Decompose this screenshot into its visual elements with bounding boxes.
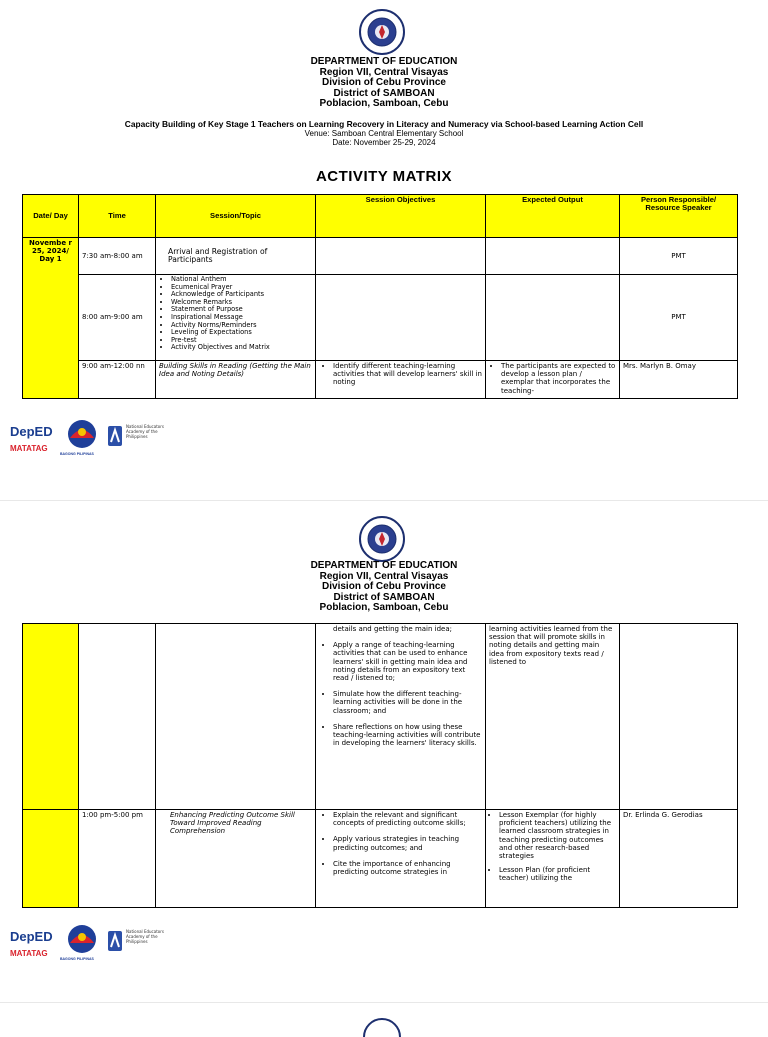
person-cell: PMT [620, 238, 738, 275]
list-item: • Statement of Purpose [171, 306, 312, 314]
opening-program-list [159, 276, 312, 352]
person-cell: Mrs. Marlyn B. Omay [620, 361, 738, 399]
list-item: • The participants are expected to develop a lesson plan / exemplar that incorporates the teaching- [501, 362, 616, 395]
table-row [23, 624, 738, 810]
bagong-pilipinas-text: BAGONG PILIPINAS [60, 452, 94, 456]
person-cell: PMT [620, 275, 738, 361]
deped-logo: DepED [10, 424, 53, 439]
neap-logo-icon [106, 929, 124, 953]
neap-logo-icon [106, 424, 124, 448]
header-line-5: Poblacion, Samboan, Cebu [319, 98, 449, 109]
output-cell: learning activities learned from the session that will promote skills in noting details and getting main idea from expository texts read / listened to [486, 624, 620, 810]
header-line-1: DEPARTMENT OF EDUCATION [310, 56, 458, 67]
time-cell: 9:00 am-12:00 nn [79, 361, 156, 399]
page-1 [0, 0, 768, 490]
bagong-pilipinas-icon [62, 923, 102, 957]
deped-seal-icon [358, 8, 406, 56]
col-objectives: Session Objectives [316, 195, 486, 238]
col-time: Time [79, 195, 156, 238]
list-item: • Activity Norms/Reminders [171, 322, 312, 330]
page-title: ACTIVITY MATRIX [315, 168, 453, 185]
time-cell: 8:00 am-9:00 am [79, 275, 156, 361]
header-line-3: Division of Cebu Province [322, 77, 446, 88]
col-date: Date/ Day [23, 195, 79, 238]
col-person: Person Responsible/ Resource Speaker [620, 195, 738, 238]
list-item: • Explain the relevant and significant concepts of predicting outcome skills; [333, 811, 482, 827]
footer-logos [8, 418, 168, 458]
header-line-4: District of SAMBOAN [333, 591, 435, 603]
topic-cell: Arrival and Registration of Participants [156, 238, 316, 275]
list-item: • Lesson Plan (for proficient teacher) utilizing the [499, 866, 616, 882]
header-line-2: Region VII, Central Visayas [319, 66, 449, 78]
event-date: Date: November 25-29, 2024 [332, 138, 436, 147]
event-venue: Venue: Samboan Central Elementary School [304, 129, 464, 138]
time-cell: 1:00 pm-5:00 pm [79, 810, 156, 908]
date-cell [23, 624, 79, 810]
activity-matrix-table [22, 194, 738, 399]
objective-cell [316, 361, 486, 399]
date-cell [23, 810, 79, 908]
event-title: Capacity Building of Key Stage 1 Teachers on Learning Recovery in Literacy and Numeracy via School-based Learning Action Cell [124, 119, 644, 129]
office-header [0, 561, 768, 614]
list-item: • Share reflections on how using these teaching-learning activities will contribute in developing the learners' literacy skills. [333, 723, 482, 748]
topic-cell [156, 624, 316, 810]
topic-cell: Building Skills in Reading (Getting the Main Idea and Noting Details) [156, 361, 316, 399]
objective-cell [316, 624, 486, 810]
list-item: • Leveling of Expectations [171, 329, 312, 337]
bagong-pilipinas-icon [62, 418, 102, 452]
header-line-5: Poblacion, Samboan, Cebu [319, 602, 449, 613]
footer-logos [8, 923, 168, 963]
table-row [23, 238, 738, 275]
table-header-row [23, 195, 738, 238]
list-item: • Apply a range of teaching-learning activities that can be used to enhance learners' skill in getting main idea and noting details from an expository text read / listened to; [333, 641, 482, 682]
deped-logo: DepED [10, 929, 53, 944]
list-item: • Pre-test [171, 337, 312, 345]
list-item: • Apply various strategies in teaching predicting outcomes; and [333, 835, 482, 851]
neap-text: National Educators Academy of the Philippines [126, 424, 164, 439]
header-line-2: Region VII, Central Visayas [319, 570, 449, 582]
objective-cell [316, 810, 486, 908]
objective-cell [316, 238, 486, 275]
person-cell [620, 624, 738, 810]
table-row [23, 810, 738, 908]
neap-text: National Educators Academy of the Philippines [126, 929, 164, 944]
time-cell [79, 624, 156, 810]
header-line-3: Division of Cebu Province [322, 581, 446, 592]
list-item: • Identify different teaching-learning activities that will develop learners' skill in noting [333, 362, 482, 387]
person-cell: Dr. Erlinda G. Gerodias [620, 810, 738, 908]
objective-continued: details and getting the main idea; [333, 625, 452, 633]
list-item: • Acknowledge of Participants [171, 291, 312, 299]
date-cell: Novembe r 25, 2024/ Day 1 [23, 238, 79, 399]
objective-cell [316, 275, 486, 361]
list-item: • Inspirational Message [171, 314, 312, 322]
output-cell [486, 275, 620, 361]
topic-cell [156, 275, 316, 361]
list-item: • Simulate how the different teaching-learning activities will be done in the classroom; and [333, 690, 482, 715]
activity-matrix-table-continued [22, 623, 738, 908]
topic-cell: Enhancing Predicting Outcome Skill Toward Improved Reading Comprehension [156, 810, 316, 908]
deped-seal-icon [358, 1017, 406, 1037]
page-3 [0, 1002, 768, 1025]
header-line-4: District of SAMBOAN [333, 87, 435, 99]
list-item: • Activity Objectives and Matrix [171, 344, 312, 352]
event-info [0, 119, 768, 147]
page-2 [0, 500, 768, 996]
bagong-pilipinas-text: BAGONG PILIPINAS [60, 957, 94, 961]
output-cell [486, 238, 620, 275]
time-cell: 7:30 am-8:00 am [79, 238, 156, 275]
col-output: Expected Output [486, 195, 620, 238]
col-topic: Session/Topic [156, 195, 316, 238]
office-header [0, 57, 768, 110]
list-item: • Welcome Remarks [171, 299, 312, 307]
output-cell [486, 810, 620, 908]
list-item: • Lesson Exemplar (for highly proficient teachers) utilizing the learned classroom strategies in teaching predicting outcomes and other research-based strategies [499, 811, 616, 860]
header-line-1: DEPARTMENT OF EDUCATION [310, 560, 458, 571]
list-item: • National Anthem [171, 276, 312, 284]
matatag-logo: MATATAG [10, 949, 48, 958]
table-row [23, 275, 738, 361]
matatag-logo: MATATAG [10, 444, 48, 453]
list-item: • Cite the importance of enhancing predicting outcome strategies in [333, 860, 482, 876]
table-row [23, 361, 738, 399]
deped-seal-icon [358, 515, 406, 563]
output-cell [486, 361, 620, 399]
list-item: • Ecumenical Prayer [171, 284, 312, 292]
